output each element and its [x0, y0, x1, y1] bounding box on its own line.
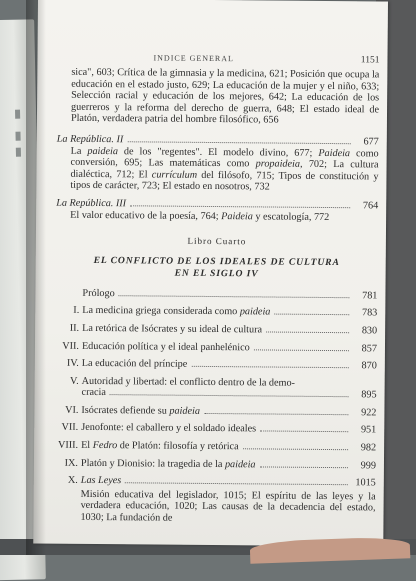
toc-entry: VII. Jenofonte: el caballero y el soldado ideales 951: [61, 422, 377, 436]
toc-entry: IV. La educación del príncipe 870: [66, 357, 377, 372]
toc-entry-prologo: Prólogo 781: [82, 287, 378, 302]
leader-dots: [260, 431, 348, 433]
toc-entry-summary: Misión educativa del legislador, 1015; El espíritu de las leyes y la verdadera educación, 1020; Las causas de la decadencia del estado, 1030; La fundación de: [80, 488, 376, 524]
leader-dots: [243, 448, 348, 450]
facing-page-mark: [16, 148, 21, 157]
page-number: 1151: [360, 55, 380, 66]
page-header: [37, 52, 379, 67]
leader-dots: [266, 331, 349, 333]
toc-entry: VII. Educación política y el ideal panhelénico 857: [62, 340, 378, 354]
leader-dots: [191, 366, 348, 368]
page-content: [53, 67, 379, 526]
toc-entry: VIII. El Fedro de Platón: filosofía y retórica 982: [57, 439, 377, 454]
running-head: INDICE GENERAL: [153, 53, 234, 64]
toc-entry-title: La República. III: [56, 197, 127, 210]
continued-summary: sica", 603; Crítica de la gimnasia y la medicina, 621; Posición que ocupa la educación en el estado justo, 629; La educación de la mujer y el niño, 633; Selección racial y educación de los mejores, 642; La educación de los guerreros y la reforma del derecho de guerra, 648; El estado ideal de Platón, verdadera patria del hombre filosófico, 656: [70, 66, 380, 126]
facing-page-mark: [15, 110, 20, 119]
book-page: [33, 0, 388, 547]
toc-entry-page: 677: [363, 136, 379, 148]
toc-list: [53, 287, 377, 526]
toc-entry-page: 764: [362, 200, 379, 212]
leader-dots: [254, 349, 349, 351]
toc-entry-summary: La paideia de los "regentes". El modelo divino, 677; Paideia como conversión, 695; Las matemáticas como propaideia, 702; La cultura dialéctica, 712; El currículum del filósofo, 715; Tipos de constitución y tipos de carácter, 723; El estado en nosotros, 732: [70, 145, 379, 193]
toc-entry-title: La República. II: [56, 133, 124, 146]
toc-entry: I. La medicina griega considerada como paideia 783: [73, 305, 378, 319]
leader-dots: [274, 314, 349, 316]
book-title: EL CONFLICTO DE LOS IDEALES DE CULTURA EN EL SIGLO IV: [93, 254, 340, 280]
leader-dots: [127, 141, 351, 144]
toc-entry: II. La retórica de Isócrates y su ideal de cultura 830: [69, 322, 378, 337]
leader-dots: [125, 483, 348, 486]
toc-entry: X. Las Leyes 1015: [67, 475, 376, 489]
leader-dots: [119, 295, 350, 298]
book-label: Libro Cuarto: [187, 235, 247, 247]
toc-entry-summary: El valor educativo de la poesía, 764; Paideia y escatología, 772: [70, 209, 330, 223]
toc-entry: IX. Platón y Dionisio: la tragedia de la paideia 999: [64, 457, 376, 472]
leader-dots: [204, 413, 348, 415]
leader-dots: [260, 466, 348, 468]
leader-dots: [110, 394, 349, 397]
spine-shadow: [26, 0, 46, 555]
leader-dots: [130, 205, 350, 208]
toc-entry: V. Autoridad y libertad: el conflicto dentro de la demo- cracia 895: [70, 375, 377, 401]
facing-page-mark: [15, 132, 20, 141]
toc-entry: VI. Isócrates defiende su paideia 922: [65, 404, 377, 419]
